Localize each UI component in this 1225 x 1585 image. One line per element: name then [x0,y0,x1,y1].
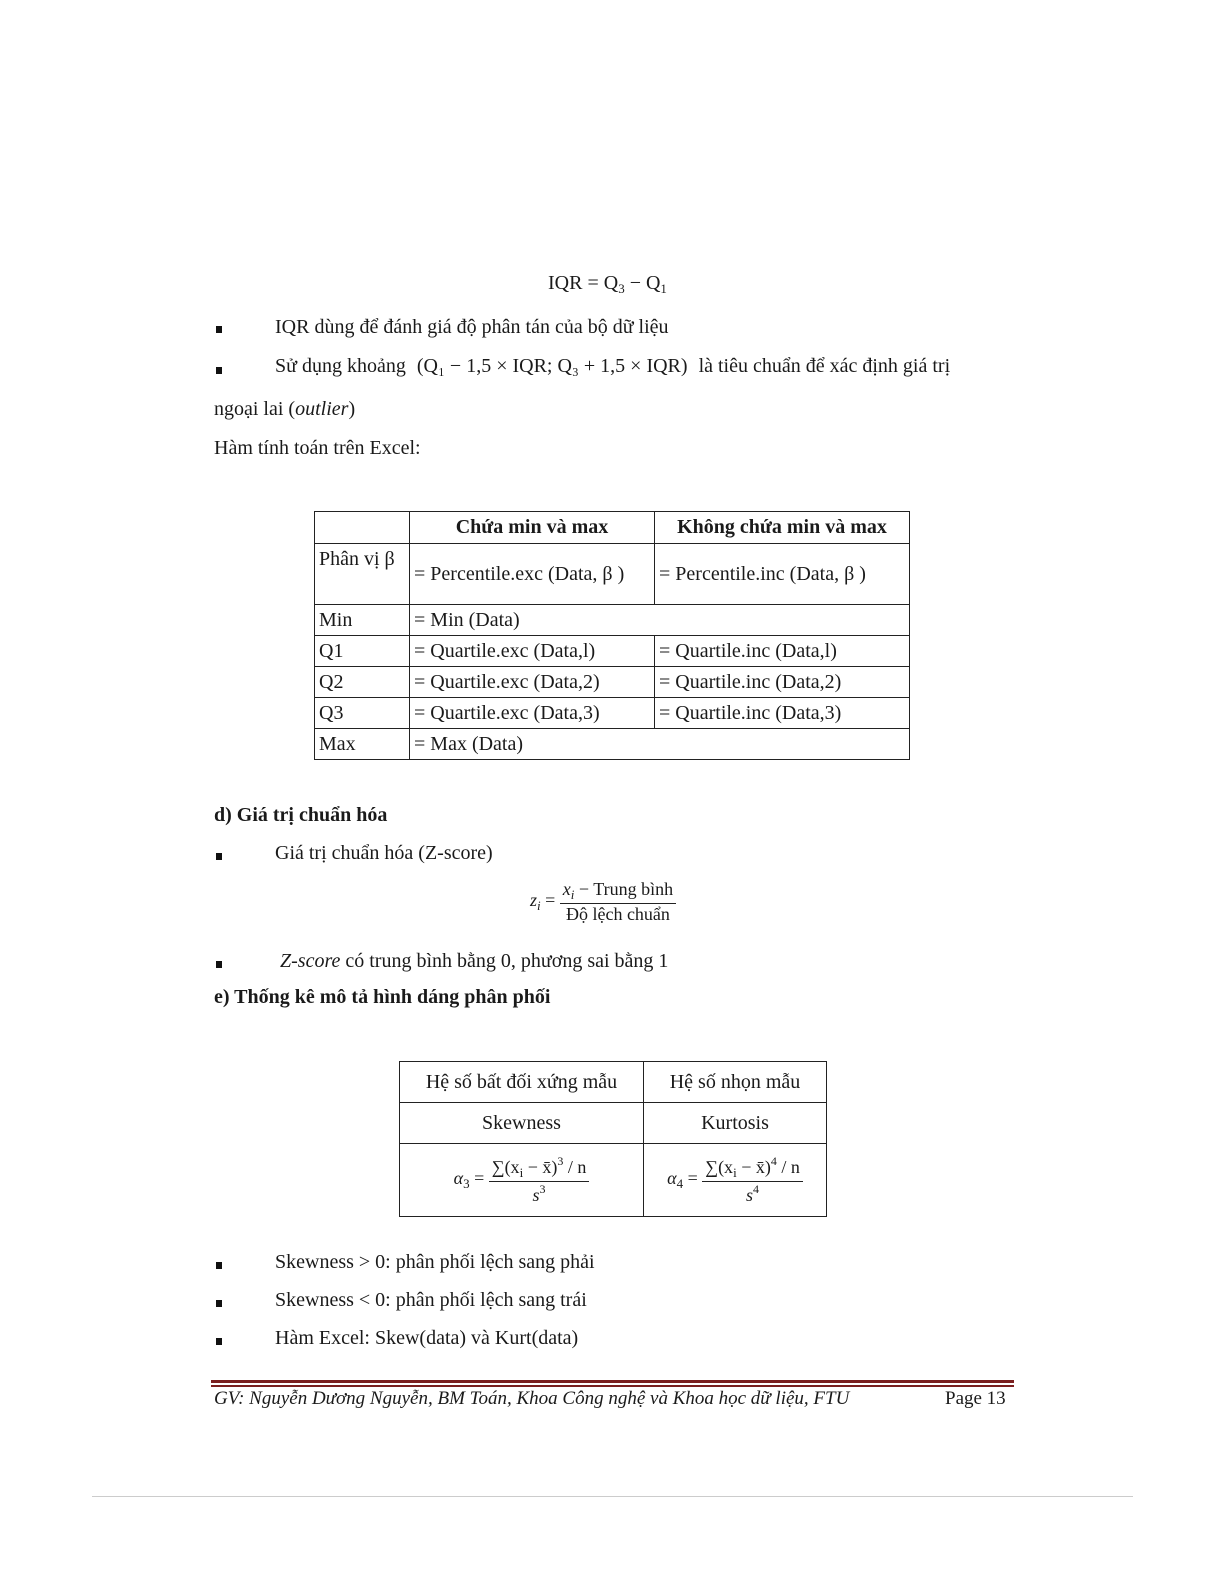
outlier-bullet-line [275,355,950,378]
skew-den: s [532,1185,540,1205]
skew-formula: $\alpha_3$ = $\frac{\sum(x_i - x̄)^3 / n}{s^3}$ [400,1144,644,1217]
skew-den-pow: 3 [539,1182,546,1196]
outlier-close: ) [348,398,356,420]
z-fraction [560,879,676,925]
outlier-formula: (Q₁ − 1,5 × IQR; Q₃ + 1,5 × IQR) [416,355,688,377]
row-label: Q1 [315,636,410,667]
shape-table [399,1061,827,1217]
zscore-italic: Z-score [280,950,341,972]
section-e-heading: e) Thống kê mô tả hình dáng phân phối [214,986,551,1008]
z-numerator [560,879,676,904]
table-header-row [315,512,910,544]
q2-inc: = Quartile.inc (Data,2) [655,667,910,698]
bullet-marker [216,367,222,374]
q1-inc: = Quartile.inc (Data,l) [655,636,910,667]
z-num-sub: i [570,887,575,902]
kurt-name: Kurtosis [644,1103,827,1144]
skew-positive-text: Skewness > 0: phân phối lệch sang phải [275,1251,595,1273]
bullet-marker [216,853,222,860]
z-lhs: z [530,890,538,910]
percentile-inc: = Percentile.inc (Data, β ) [655,544,910,605]
excel-functions-text: Hàm Excel: Skew(data) và Kurt(data) [275,1327,579,1349]
row-label: Min [315,605,410,636]
skew-fraction [489,1154,590,1206]
footer-author: GV: Nguyễn Dương Nguyễn, BM Toán, Khoa Công nghệ và Khoa học dữ liệu, FTU [214,1388,850,1409]
footer-rule [211,1385,1014,1387]
kurt-header: Hệ số nhọn mẫu [644,1062,827,1103]
footer-rule [211,1380,1014,1383]
iqr-q3-sub: 3 [618,281,625,296]
skew-num-mid: − x̄) [523,1157,558,1177]
kurt-den: s [746,1185,754,1205]
kurt-den-pow: 4 [753,1182,760,1196]
bullet-marker [216,326,222,333]
skew-lhs: α [453,1168,464,1189]
percentile-exc: = Percentile.exc (Data, β ) [410,544,655,605]
iqr-minus: − [629,272,641,294]
row-label: Q3 [315,698,410,729]
page-separator [92,1496,1133,1497]
excel-heading: Hàm tính toán trên Excel: [214,437,421,459]
kurt-denominator [702,1182,803,1206]
iqr-lhs: IQR [548,272,583,294]
header-without-minmax: Không chứa min và max [655,512,910,544]
z-eq: = [545,890,556,910]
bullet-marker [216,1300,222,1307]
skew-lhs-sub: 3 [463,1176,470,1192]
outlier-before: Sử dụng khoảng [275,355,406,377]
max-value: = Max (Data) [410,729,910,760]
kurt-formula: $\alpha_4$ = $\frac{\sum(x_i - x̄)^4 / n}{s^4}$ [644,1144,827,1217]
kurt-lhs: α [667,1168,677,1189]
table-row [315,667,910,698]
iqr-q1: Q [645,272,661,294]
iqr-q1-sub: 1 [660,281,667,296]
table-row [315,698,910,729]
bullet-marker [216,961,222,968]
quartile-table [314,511,910,760]
skew-header: Hệ số bất đối xứng mẫu [400,1062,644,1103]
table-row [315,729,910,760]
skew-name: Skewness [400,1103,644,1144]
iqr-dispersion-text: IQR dùng để đánh giá độ phân tán của bộ dữ liệu [275,316,669,338]
table-row [315,544,910,605]
skew-num: ∑(x [491,1157,520,1177]
kurt-num-sub: i [733,1165,737,1180]
kurt-lhs-sub: 4 [676,1176,684,1192]
iqr-q3: Q [603,272,619,294]
iqr-formula [548,272,667,297]
kurt-numerator [702,1154,803,1182]
outlier-after: là tiêu chuẩn để xác định giá trị [698,355,951,377]
kurt-num: ∑(x [705,1157,734,1177]
header-with-minmax: Chứa min và max [410,512,655,544]
table-row [400,1103,827,1144]
skew-negative-text: Skewness < 0: phân phối lệch sang trái [275,1289,587,1311]
z-denominator: Độ lệch chuẩn [565,904,670,924]
page-number: Page 13 [945,1388,1006,1409]
outlier-continuation [214,398,355,421]
table-row [400,1144,827,1217]
section-d-heading: d) Giá trị chuẩn hóa [214,804,388,826]
table-row [400,1062,827,1103]
row-label: Phân vị β [315,544,410,605]
row-label: Max [315,729,410,760]
iqr-eq: = [587,272,599,294]
row-label: Q2 [315,667,410,698]
kurt-num-tail: / n [776,1157,800,1177]
kurt-num-pow: 4 [770,1154,777,1168]
table-row [315,605,910,636]
kurt-fraction [702,1154,803,1206]
skew-num-pow: 3 [557,1154,564,1168]
header-empty [315,512,410,544]
zscore-formula [530,879,676,925]
bullet-marker [216,1338,222,1345]
zscore-property [280,950,668,973]
min-value: = Min (Data) [410,605,910,636]
skew-denominator [489,1182,590,1206]
table-row [315,636,910,667]
outlier-cont-text: ngoại lai ( [214,398,296,420]
z-num-var: x [562,879,571,899]
skew-num-sub: i [519,1165,524,1180]
q2-exc: = Quartile.exc (Data,2) [410,667,655,698]
skew-num-tail: / n [563,1157,587,1177]
z-lhs-sub: i [537,898,541,913]
z-num-rest: − Trung bình [574,879,674,899]
q3-inc: = Quartile.inc (Data,3) [655,698,910,729]
zscore-property-text: có trung bình bằng 0, phương sai bằng 1 [340,950,669,972]
q3-exc: = Quartile.exc (Data,3) [410,698,655,729]
zscore-bullet: Giá trị chuẩn hóa (Z-score) [275,842,493,864]
outlier-italic: outlier [295,398,349,420]
q1-exc: = Quartile.exc (Data,l) [410,636,655,667]
kurt-num-mid: − x̄) [736,1157,771,1177]
bullet-marker [216,1262,222,1269]
skew-numerator [489,1154,590,1182]
